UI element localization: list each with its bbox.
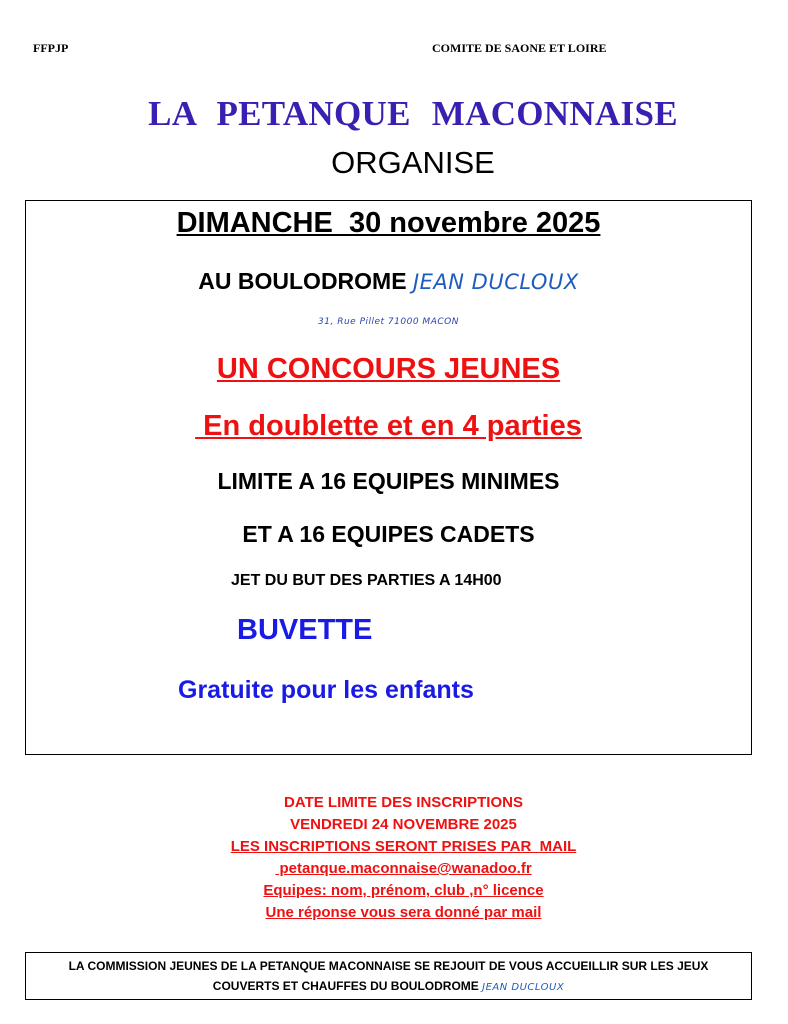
registration-method: LES INSCRIPTIONS SERONT PRISES PAR MAIL — [230, 838, 577, 855]
footer-line-1: LA COMMISSION JEUNES DE LA PETANQUE MACONNAISE SE REJOUIT DE VOUS ACCUEILLIR SUR LES JEUX — [68, 959, 709, 973]
venue-prefix: AU BOULODROME — [198, 268, 407, 294]
venue-address: 31, Rue Pillet 71000 MACON — [318, 317, 459, 327]
event-venue — [25, 268, 752, 295]
registration-reply: Une réponse vous sera donné par mail — [265, 904, 542, 921]
format-heading: En doublette et en 4 parties — [195, 410, 582, 442]
registration-deadline-label: DATE LIMITE DES INSCRIPTIONS — [284, 794, 523, 811]
concours-heading: UN CONCOURS JEUNES — [216, 353, 561, 385]
registration-deadline-date: VENDREDI 24 NOVEMBRE 2025 — [290, 816, 517, 833]
page-subtitle: ORGANISE — [331, 145, 495, 180]
event-date: DIMANCHE 30 novembre 2025 — [176, 207, 601, 239]
free-for-children: Gratuite pour les enfants — [178, 676, 474, 704]
registration-email[interactable]: petanque.maconnaise@wanadoo.fr — [275, 860, 532, 877]
federation-label: FFPJP — [33, 41, 69, 55]
start-time: JET DU BUT DES PARTIES A 14H00 — [231, 572, 502, 589]
limit-minimes: LIMITE A 16 EQUIPES MINIMES — [217, 468, 560, 494]
committee-label: COMITE DE SAONE ET LOIRE — [432, 41, 607, 55]
venue-name: JEAN DUCLOUX — [412, 270, 579, 294]
limit-cadets: ET A 16 EQUIPES CADETS — [242, 521, 535, 547]
registration-info — [0, 792, 788, 924]
registration-fields: Equipes: nom, prénom, club ,n° licence — [263, 882, 544, 899]
footer-venue-name: JEAN DUCLOUX — [482, 982, 565, 993]
footer-line-2 — [26, 976, 751, 998]
page-title: LA PETANQUE MACONNAISE — [148, 94, 678, 133]
footer-box — [25, 952, 752, 1000]
footer-line-2-prefix: COUVERTS ET CHAUFFES DU BOULODROME — [212, 979, 479, 993]
buvette-label: BUVETTE — [237, 614, 373, 646]
